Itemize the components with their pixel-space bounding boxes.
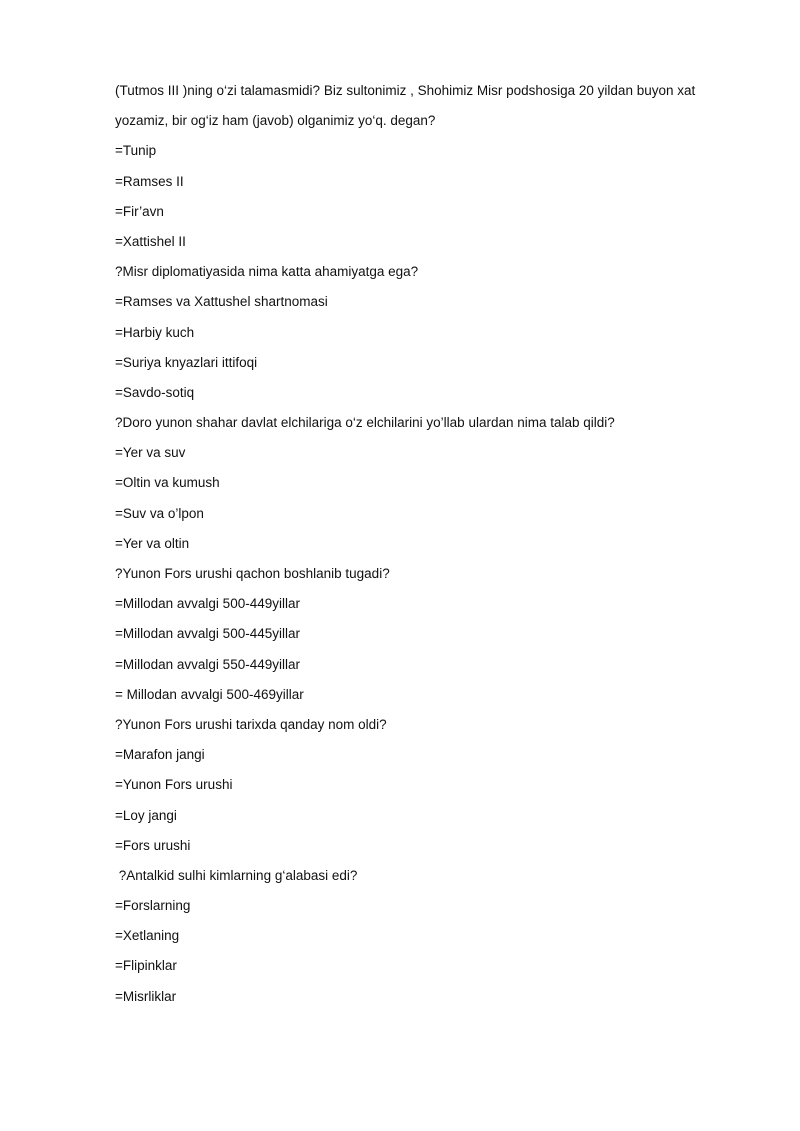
answer-option: =Fir’avn	[115, 203, 164, 219]
answer-option: =Tunip	[115, 143, 157, 159]
answer-option: =Suriya knyazlari ittifoqi	[115, 354, 258, 370]
question-text: ?Doro yunon shahar davlat elchilariga o‘z elchilarini yo’llab ulardan nima talab qildi?	[115, 415, 615, 431]
answer-option: =Loy jangi	[115, 807, 177, 823]
answer-option: =Millodan avvalgi 500-449yillar	[115, 596, 300, 612]
answer-option: =Yer va oltin	[115, 535, 190, 551]
document-body	[115, 76, 715, 1012]
answer-option: =Forslarning	[115, 898, 191, 914]
answer-option: =Flipinklar	[115, 958, 177, 974]
question-text: ?Yunon Fors urushi tarixda qanday nom oldi?	[115, 716, 387, 732]
answer-option: =Suv va o’lpon	[115, 505, 204, 521]
answer-option: =Yunon Fors urushi	[115, 777, 233, 793]
question-text-line-2: yozamiz, bir og‘iz ham (javob) olganimiz yo‘q. degan?	[115, 113, 436, 129]
question-text: ?Yunon Fors urushi qachon boshlanib tugadi?	[115, 566, 390, 581]
answer-option: =Millodan avvalgi 550-449yillar	[115, 656, 300, 672]
question-text: ?Antalkid sulhi kimlarning g‘alabasi edi?	[115, 867, 358, 883]
answer-option: =Savdo-sotiq	[115, 384, 195, 400]
answer-option: =Yer va suv	[115, 445, 186, 461]
answer-option: =Ramses va Xattushel shartnomasi	[115, 294, 328, 310]
answer-option: =Marafon jangi	[115, 747, 205, 763]
answer-option: =Xetlaning	[115, 928, 180, 944]
answer-option: =Oltin va kumush	[115, 475, 220, 491]
answer-option: =Millodan avvalgi 500-445yillar	[115, 626, 300, 642]
answer-option: =Misrliklar	[115, 988, 177, 1004]
answer-option: = Millodan avvalgi 500-469yillar	[115, 686, 304, 702]
answer-option: =Fors urushi	[115, 837, 191, 853]
answer-option: =Harbiy kuch	[115, 324, 195, 340]
question-text-line-1: (Tutmos III )ning o‘zi talamasmidi? Biz sultonimiz , Shohimiz Misr podshosiga 20 yildan buyon xat	[115, 83, 696, 98]
answer-option: =Ramses II	[115, 173, 184, 189]
answer-option: =Xattishel II	[115, 233, 186, 249]
question-text: ?Misr diplomatiyasida nima katta ahamiyatga ega?	[115, 264, 419, 280]
